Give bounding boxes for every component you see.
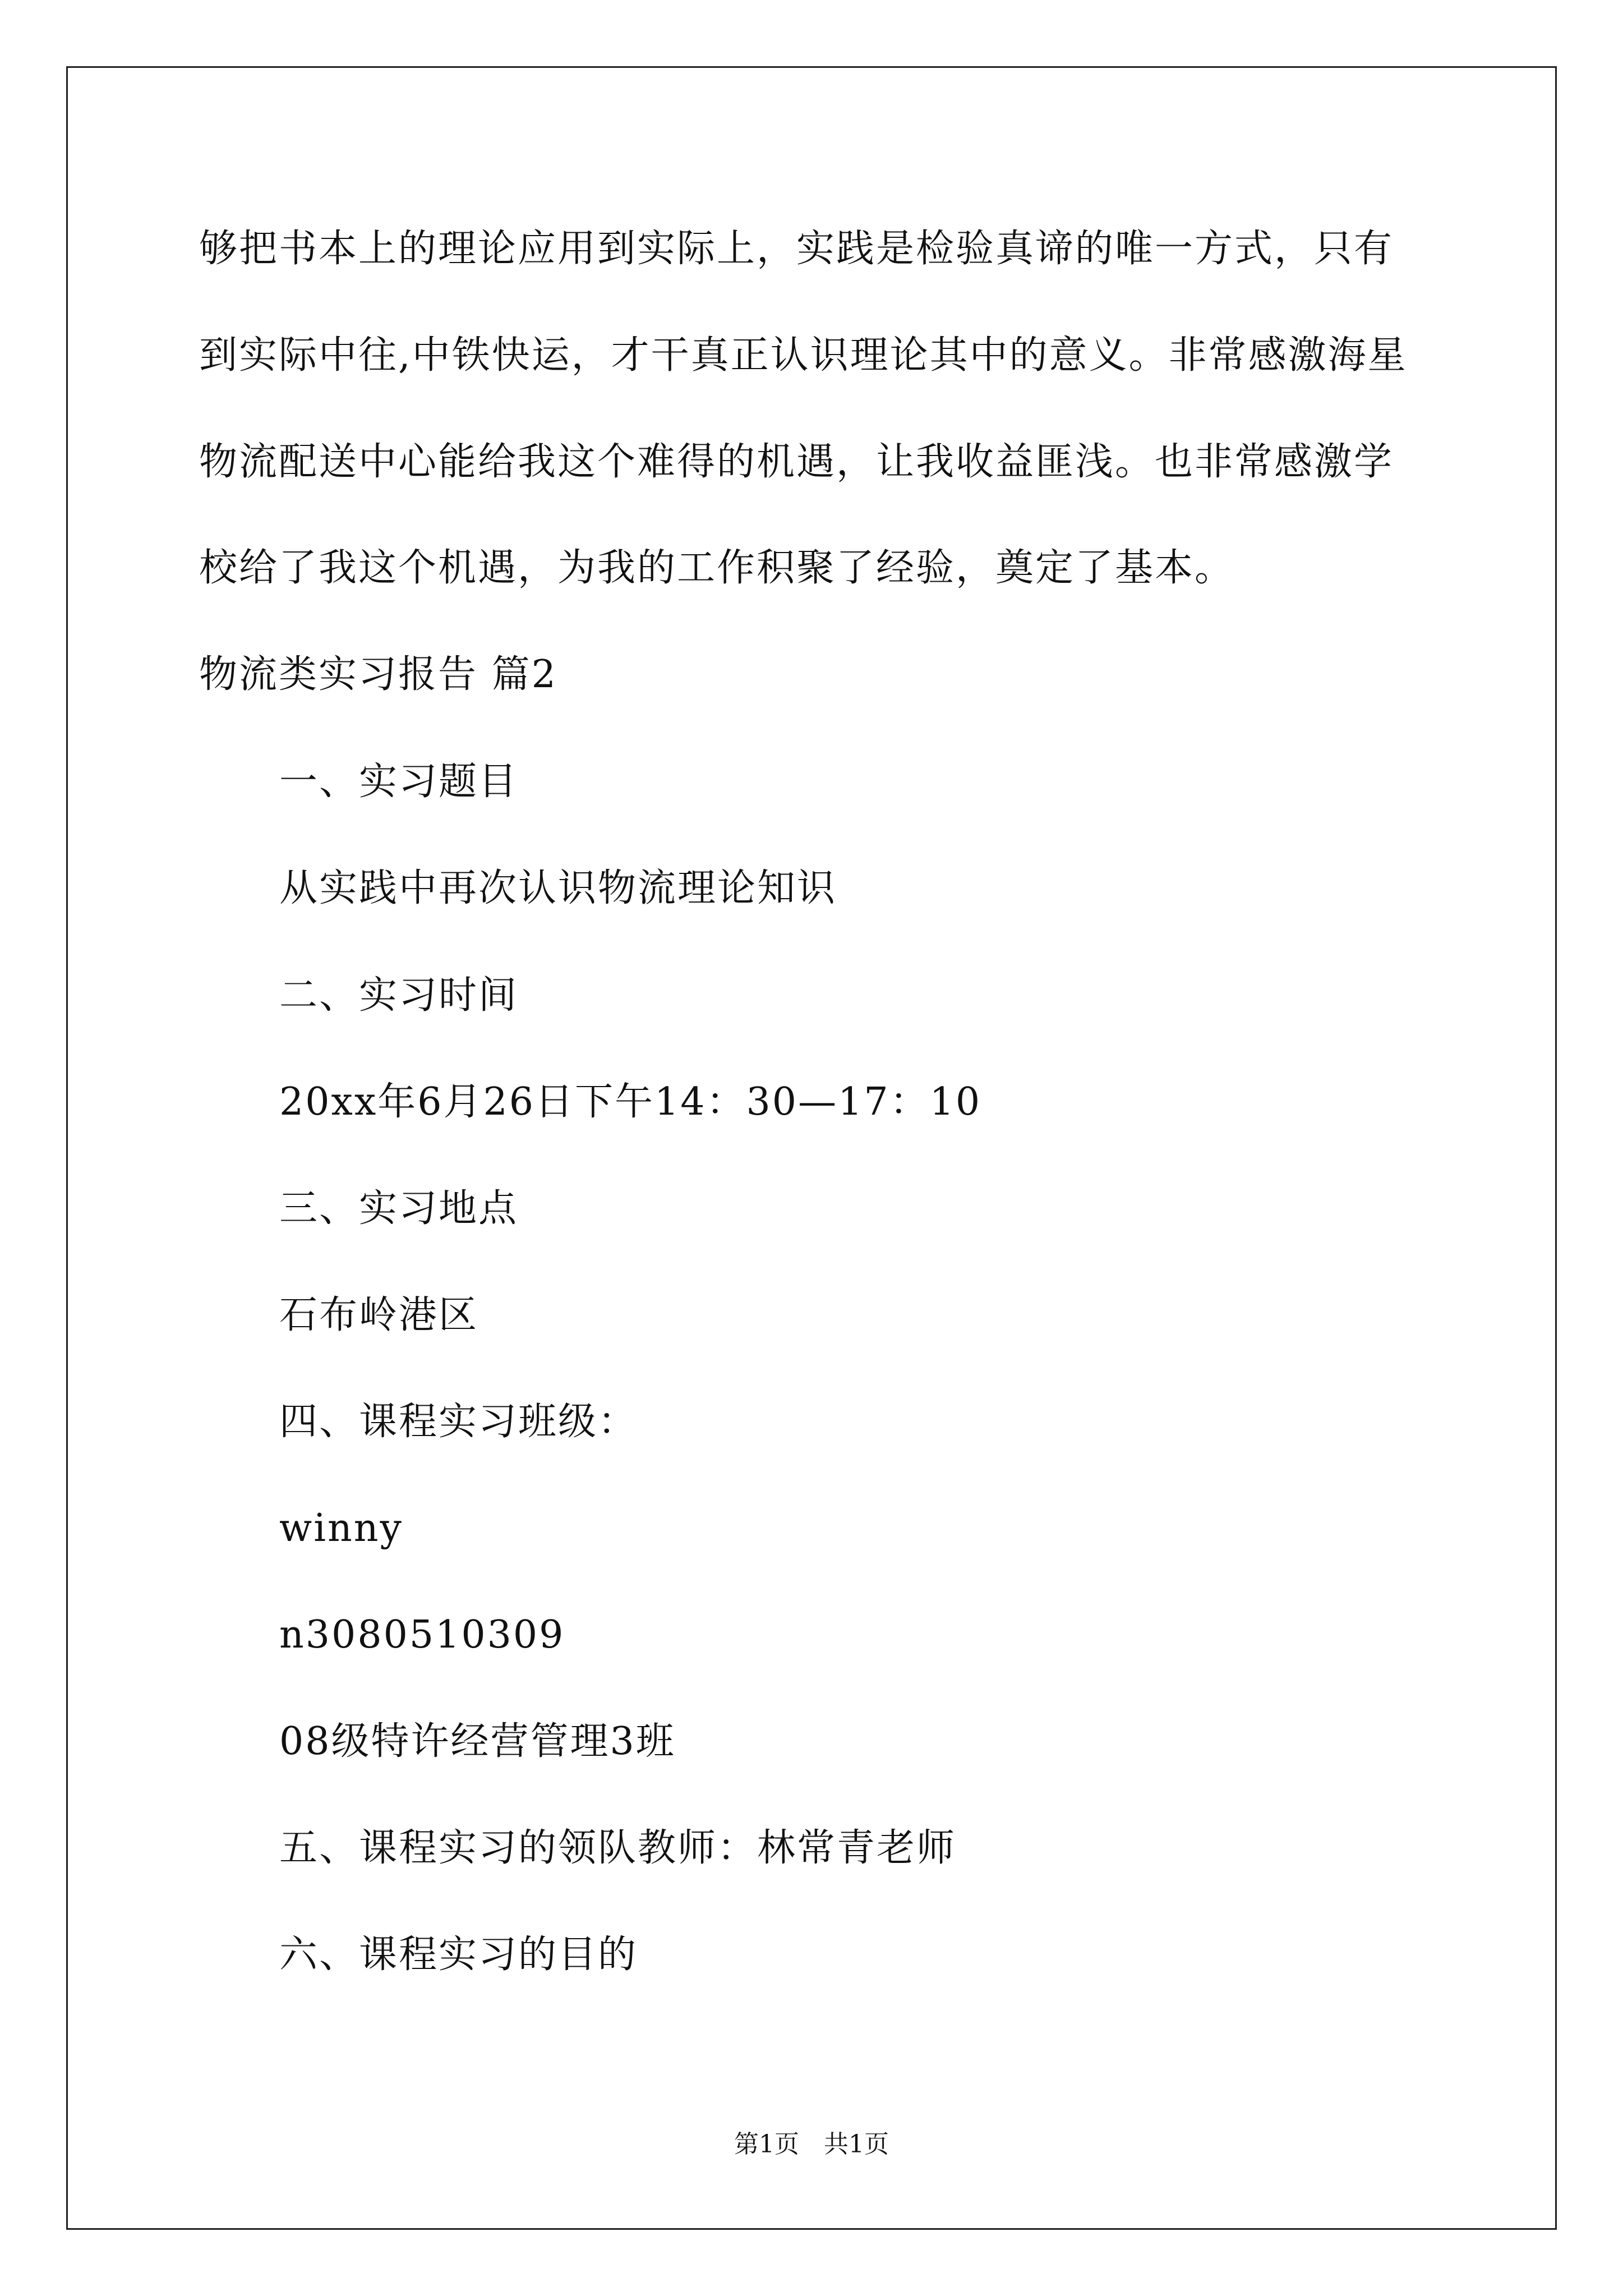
- internship-time-text: 20xx年6月26日下午14：30—17：10: [279, 1080, 982, 1124]
- heading-internship-time: 二、实习时间: [279, 973, 519, 1018]
- page-number-footer: 第1页 共1页: [734, 2130, 889, 2159]
- body-text-line: 物流配送中心能给我这个难得的机遇，让我收益匪浅。也非常感激学: [199, 440, 1394, 484]
- body-text-line: 校给了我这个机遇，为我的工作积聚了经验，奠定了基本。: [199, 546, 1235, 590]
- heading-internship-class: 四、课程实习班级：: [279, 1400, 638, 1444]
- class-text: 08级特许经营管理3班: [279, 1719, 676, 1764]
- heading-internship-topic: 一、实习题目: [279, 760, 519, 804]
- page-border: [66, 66, 1557, 2230]
- heading-internship-location: 三、实习地点: [279, 1186, 519, 1231]
- class-name-text: winny: [279, 1506, 403, 1550]
- heading-lead-teacher: 五、课程实习的领队教师：林常青老师: [279, 1826, 957, 1870]
- heading-internship-purpose: 六、课程实习的目的: [279, 1932, 638, 1977]
- internship-topic-text: 从实践中再次认识物流理论知识: [279, 866, 837, 910]
- body-text-line: 到实际中往,中铁快运，才干真正认识理论其中的意义。非常感激海星: [199, 333, 1408, 378]
- body-text-line: 够把书本上的理论应用到实际上，实践是检验真谛的唯一方式，只有: [199, 227, 1394, 271]
- section-title: 物流类实习报告 篇2: [199, 652, 557, 697]
- student-id-text: n3080510309: [279, 1613, 565, 1657]
- internship-location-text: 石布岭港区: [279, 1293, 479, 1337]
